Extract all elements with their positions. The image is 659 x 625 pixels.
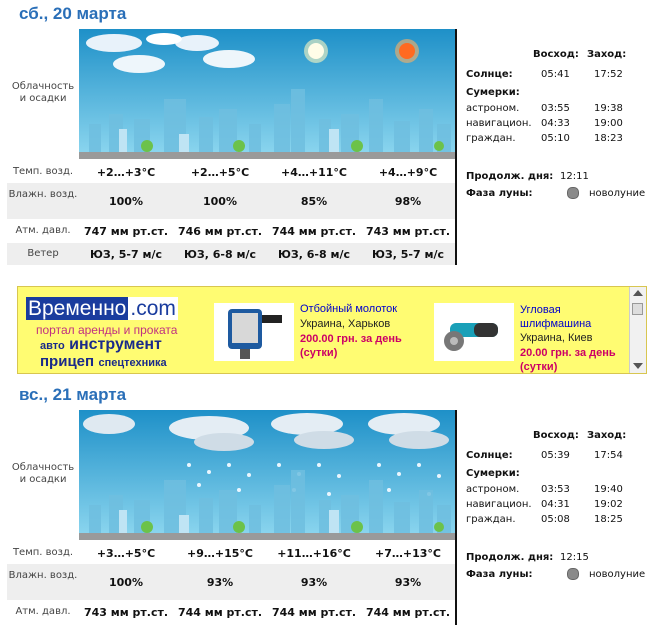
humidity-cell: 100% <box>109 195 143 208</box>
civil-set: 18:25 <box>594 514 623 525</box>
humidity-cell: 93% <box>206 576 234 589</box>
scroll-up-arrow-icon[interactable] <box>633 290 643 296</box>
humidity-cell: 93% <box>300 576 328 589</box>
ad-item-location: Украина, Харьков <box>300 318 391 330</box>
ad-scrollbar[interactable] <box>629 287 646 373</box>
ad-item[interactable] <box>214 301 414 371</box>
sunrise-value: 05:41 <box>541 69 570 80</box>
naut-label: навигацион. <box>466 118 532 129</box>
daylen-value: 12:11 <box>560 171 589 182</box>
sunrise-header: Восход: <box>533 430 579 441</box>
ad-logo[interactable] <box>26 297 194 371</box>
jackhammer-icon <box>214 303 294 361</box>
humidity-label: Влажн. возд. <box>8 570 78 581</box>
moon-phase-icon <box>567 187 579 201</box>
pressure-cell: 746 мм рт.ст. <box>177 225 263 238</box>
naut-set: 19:02 <box>594 499 623 510</box>
moon-label: Фаза луны: <box>466 569 533 580</box>
humidity-cell: 85% <box>300 195 328 208</box>
temp-cell: +9…+15°C <box>187 547 253 560</box>
sunset-header: Заход: <box>587 430 627 441</box>
naut-set: 19:00 <box>594 118 623 129</box>
ad-item-title[interactable]: Отбойный молоток <box>300 303 398 315</box>
pressure-cell: 747 мм рт.ст. <box>83 225 169 238</box>
daylen-label: Продолж. дня: <box>466 171 554 182</box>
forecast-grid <box>7 410 456 625</box>
civil-label: граждан. <box>466 514 516 525</box>
naut-rise: 04:33 <box>541 118 570 129</box>
ad-tagline: портал аренды и проката <box>36 323 178 337</box>
wind-cell: ЮЗ, 6-8 м/с <box>278 248 350 261</box>
astro-rise: 03:55 <box>541 103 570 114</box>
temp-cell: +2…+5°C <box>190 166 250 179</box>
divider <box>455 410 457 625</box>
sun-label: Солнце: <box>466 450 513 461</box>
astro-label: астроном. <box>466 103 520 114</box>
pressure-cell: 743 мм рт.ст. <box>365 225 451 238</box>
pressure-cell: 744 мм рт.ст. <box>271 606 357 619</box>
temp-cell: +3…+5°C <box>96 547 156 560</box>
sun-panel <box>466 48 656 208</box>
civil-rise: 05:10 <box>541 133 570 144</box>
sky-scene <box>79 29 456 159</box>
day-title: вс., 21 марта <box>19 385 127 404</box>
wind-label: Ветер <box>27 248 59 259</box>
temp-label: Темп. возд. <box>12 547 74 558</box>
moon-phase-value: новолуние <box>589 569 646 580</box>
astro-rise: 03:53 <box>541 484 570 495</box>
forecast-grid <box>7 29 456 265</box>
clouds-label: Облачность и осадки <box>11 81 75 104</box>
day-title: сб., 20 марта <box>19 4 127 23</box>
scroll-thumb[interactable] <box>632 303 643 315</box>
temp-cell: +4…+9°C <box>378 166 438 179</box>
naut-rise: 04:31 <box>541 499 570 510</box>
temp-cell: +7…+13°C <box>375 547 441 560</box>
pressure-cell: 744 мм рт.ст. <box>365 606 451 619</box>
angle-grinder-icon <box>434 303 514 361</box>
daylen-value: 12:15 <box>560 552 589 563</box>
ad-item-price: 20.00 грн. за день (сутки) <box>520 347 616 373</box>
divider <box>455 29 457 265</box>
sun-label: Солнце: <box>466 69 513 80</box>
civil-set: 18:23 <box>594 133 623 144</box>
pressure-cell: 744 мм рт.ст. <box>177 606 263 619</box>
humidity-cell: 100% <box>109 576 143 589</box>
moon-label: Фаза луны: <box>466 188 533 199</box>
temp-cell: +4…+11°C <box>281 166 347 179</box>
sunrise-header: Восход: <box>533 49 579 60</box>
ad-banner[interactable] <box>17 286 647 374</box>
sunset-value: 17:54 <box>594 450 623 461</box>
ad-item-price: 200.00 грн. за день (сутки) <box>300 333 402 359</box>
moon-phase-icon <box>567 568 579 582</box>
pressure-label: Атм. давл. <box>15 606 71 617</box>
twilight-label: Сумерки: <box>466 87 520 98</box>
moon-phase-value: новолуние <box>589 188 646 199</box>
temp-cell: +11…+16°C <box>277 547 351 560</box>
humidity-label: Влажн. возд. <box>8 189 78 200</box>
naut-label: навигацион. <box>466 499 532 510</box>
temp-label: Темп. возд. <box>12 166 74 177</box>
sunset-header: Заход: <box>587 49 627 60</box>
ad-line3-big: инструмент <box>69 336 162 353</box>
sunset-value: 17:52 <box>594 69 623 80</box>
pressure-label: Атм. давл. <box>15 225 71 236</box>
astro-set: 19:38 <box>594 103 623 114</box>
sky-scene <box>79 410 456 540</box>
pressure-cell: 744 мм рт.ст. <box>271 225 357 238</box>
pressure-cell: 743 мм рт.ст. <box>83 606 169 619</box>
ad-line4-small: спецтехника <box>98 357 167 369</box>
twilight-label: Сумерки: <box>466 468 520 479</box>
scroll-down-arrow-icon[interactable] <box>633 363 643 369</box>
astro-set: 19:40 <box>594 484 623 495</box>
clouds-label: Облачность и осадки <box>11 462 75 485</box>
humidity-cell: 98% <box>394 195 422 208</box>
ad-item-title[interactable]: Угловая шлифмашина <box>520 304 592 330</box>
ad-line3-small: авто <box>40 340 65 352</box>
humidity-cell: 93% <box>394 576 422 589</box>
civil-label: граждан. <box>466 133 516 144</box>
temp-cell: +2…+3°C <box>96 166 156 179</box>
ad-item[interactable] <box>434 301 624 371</box>
ad-item-location: Украина, Киев <box>520 332 593 344</box>
logo-part2: .com <box>130 297 176 320</box>
wind-cell: ЮЗ, 5-7 м/с <box>372 248 444 261</box>
ad-line4-big: прицеп <box>40 353 95 370</box>
wind-cell: ЮЗ, 5-7 м/с <box>90 248 162 261</box>
logo-part1: Временно <box>28 297 127 320</box>
wind-cell: ЮЗ, 6-8 м/с <box>184 248 256 261</box>
astro-label: астроном. <box>466 484 520 495</box>
sun-panel <box>466 429 656 589</box>
civil-rise: 05:08 <box>541 514 570 525</box>
daylen-label: Продолж. дня: <box>466 552 554 563</box>
sunrise-value: 05:39 <box>541 450 570 461</box>
humidity-cell: 100% <box>203 195 237 208</box>
